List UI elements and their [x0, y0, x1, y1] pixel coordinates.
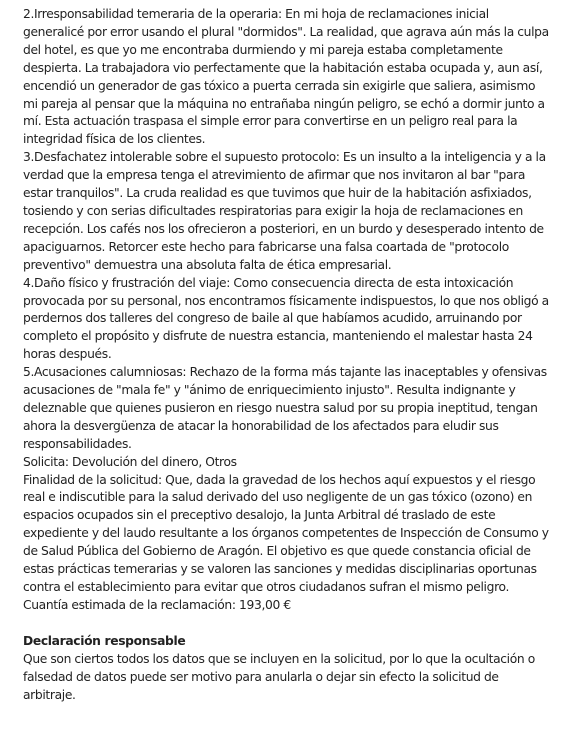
section-spacer — [23, 615, 552, 633]
paragraph-point-5: 5.Acusaciones calumniosas: Rechazo de la forma más tajante las inaceptables y ofensivas acusaciones de "mala fe" y "ánimo de enriquecimiento injusto". Resulta indignante y deleznable que quienes pusieron en riesgo nuestra salud por su propia ineptitud, tengan ahora la desvergüenza de atacar la honorabilidad de los afectados para eludir sus responsabilidades. — [23, 365, 547, 451]
declaration-heading: Declaración responsable — [23, 633, 186, 648]
paragraph-point-4: 4.Daño físico y frustración del viaje: Como consecuencia directa de esta intoxicación provocada por su personal, nos encontramos físicamente indispuestos, lo que nos obligó a perdernos dos talleres del congreso de baile al que habíamos acudido, arruinando por completo el propósito y disfrute de nuestra estancia, manteniendo el malestar hasta 24 horas después. — [23, 275, 549, 362]
solicita-line: Solicita: Devolución del dinero, Otros — [23, 454, 237, 469]
paragraph-point-2: 2.Irresponsabilidad temeraria de la operaria: En mi hoja de reclamaciones inicial generalicé por error usando el plural "dormidos". La realidad, que agrava aún más la culpa del hotel, es que yo me encontraba durmiendo y mi pareja estaba completamente despierta. La trabajadora vio perfectamente que la habitación estaba ocupada y, aun así, encendió un generador de gas tóxico a puerta cerrada sin exigirle que saliera, asimismo mi pareja al pensar que la máquina no entrañaba ningún peligro, se echó a dormir junto a mí. Esta actuación traspasa el simple error para convertirse en un peligro real para la integridad física de los clientes. — [23, 7, 549, 147]
declaration-text: Que son ciertos todos los datos que se incluyen en la solicitud, por lo que la ocultación o falsedad de datos puede ser motivo para anularla o dejar sin efecto la solicitud de arbitraje. — [23, 651, 535, 702]
cuantia-line: Cuantía estimada de la reclamación: 193,00 € — [23, 597, 291, 612]
paragraph-point-3: 3.Desfachatez intolerable sobre el supuesto protocolo: Es un insulto a la inteligencia y a la verdad que la empresa tenga el atrevimiento de afirmar que nos invitaron al bar "para estar tranquilos". La cruda realidad es que tuvimos que huir de la habitación asfixiados, tosiendo y con serias dificultades respiratorias para exigir la hoja de reclamaciones en recepción. Los cafés nos los ofrecieron a posteriori, en un burdo y desesperado intento de apaciguarnos. Retorcer este hecho para fabricarse una falsa coartada de "protocolo preventivo" demuestra una absoluta falta de ética empresarial. — [23, 150, 546, 272]
finalidad-paragraph: Finalidad de la solicitud: Que, dada la gravedad de los hechos aquí expuestos y el riesgo real e indiscutible para la salud derivado del uso negligente de un gas tóxico (ozono) en espacios ocupados sin el preceptivo desalojo, la Junta Arbitral dé traslado de este expediente y del laudo resultante a los órganos competentes de Inspección de Consumo y de Salud Pública del Gobierno de Aragón. El objetivo es que quede constancia oficial de estas prácticas temerarias y se valoren las sanciones y medidas disciplinarias oportunas contra el establecimiento para evitar que otros ciudadanos sufran el mismo peligro. — [23, 472, 549, 594]
